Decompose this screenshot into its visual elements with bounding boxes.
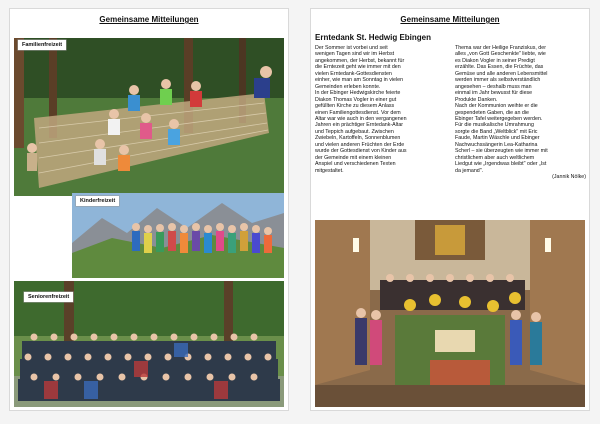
article-text: Thema war der Heilige Franziskus, der alles „von Gott Geschenkte" liebte, wie es Diakon Vogler in seiner Predigt erzählte. Das Essen, die Früchte, das Gemüse und alle anderen Lebensmittel werden immer als selbstverständlich angesehen – deshalb muss man einmal im Jahr bewusst für diese Produkte Danken. Nach der Kommunion weihte er die gespendeten Gaben, die an die Ebinger Tafel weitergegeben werden. Für die musikalische Umrahmung sorgte die Band „Weltblick" mit Eric Faude, Martin Wäschle und Ebinger Nachwuchssängerin Lea-Katharina Scherl – sie überzeugten wie immer mit christlichem aber auch weltlichem Liedgut wie „Irgendwas bleibt" oder „Ist da jemand". [455,45,548,174]
left-page [10,9,288,410]
article-column-1 [315,45,446,174]
senior-photo [14,281,284,407]
photo-label: Kinderfreizeit [76,196,119,206]
children-photo [72,193,284,278]
page-title: Gemeinsame Mitteilungen [99,15,199,24]
photo-label: Seniorenfreizeit [24,292,73,302]
church-photo [315,220,585,407]
page-title: Gemeinsame Mitteilungen [400,15,500,24]
article-title: Erntedank St. Hedwig Ebingen [315,33,432,42]
photo-label: Familienfreizeit [18,40,66,50]
family-photo [14,38,284,196]
article-column-2 [455,45,586,181]
article-text: Der Sommer ist vorbei und seit wenigen Tagen sind wir im Herbst angekommen, der Herbst, bekannt für die Erntezeit geht wie immer mit den vielen Erntedank-Gottesdiensten einher, wie man am Sonntag in vielen Gemeinden erleben konnte. In der Ebinger Hedwigskirche feierte Diakon Thomas Vogler in einer gut gefüllten Kirche zu diesem Anlass einen Familiengottesdienst. Vor dem Altar war wie auch in den vergangenen Jahren ein prächtiger Erntedank-Altar und Teppich aufgebaut. Zwischen Zwiebeln, Kartoffeln, Sonnenblumen und vielen anderen Früchten der Erde wurde der Gottesdienst von Kinder aus der Gemeinde mit einem kleinen Anspiel und verschiedenen Texten mitgestaltet. [315,45,407,174]
right-page [311,9,589,410]
article-author: (Jannik Nölke) [552,174,586,181]
